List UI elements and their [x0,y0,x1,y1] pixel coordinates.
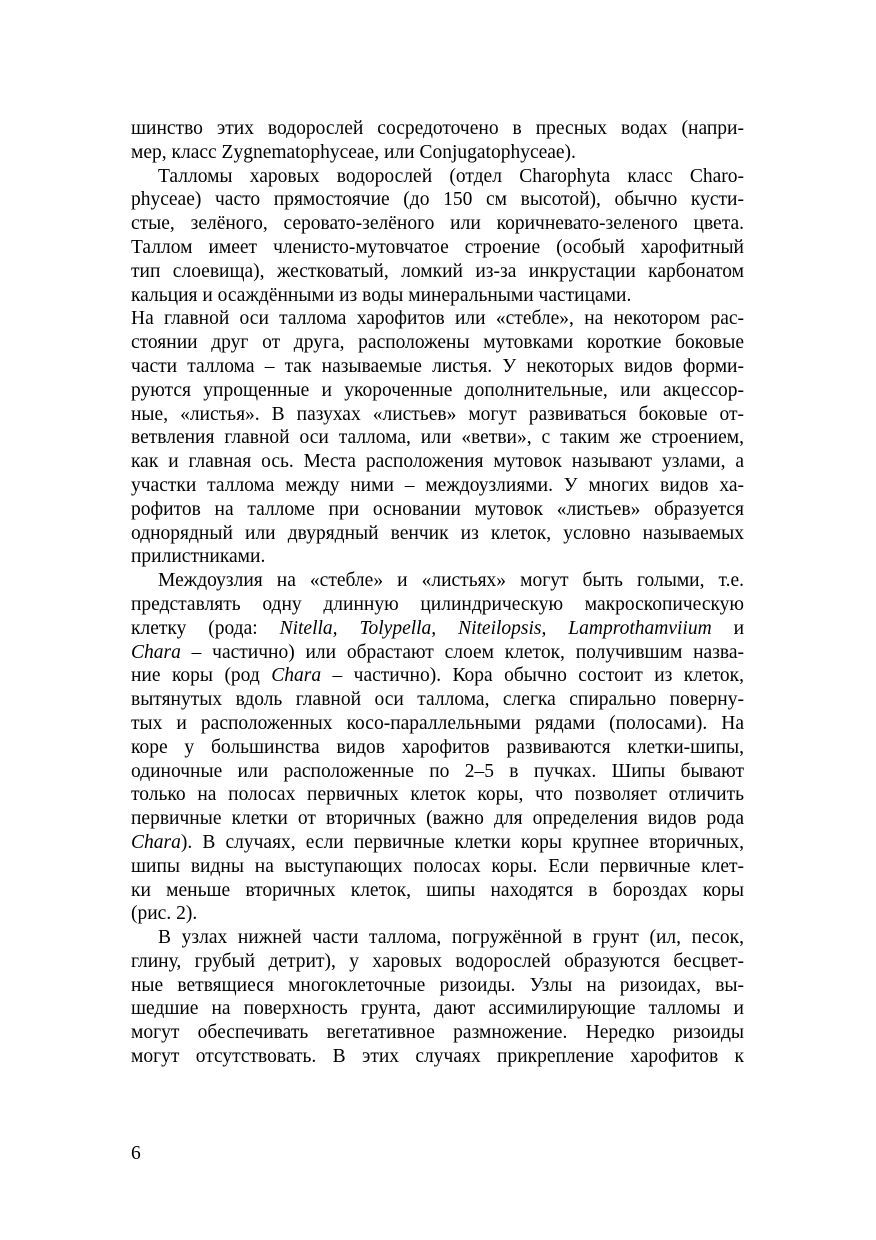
text-run: части таллома – так называемые листья. У некоторых видов форми- [131,355,744,377]
text-run: вытянутых вдоль главной оси таллома, слегка спирально поверну- [131,689,744,711]
text-line [131,450,744,474]
text-run: (рис. 2). [131,903,198,925]
text-run: могут отсутствовать. В этих случаях прикрепление харофитов к [131,1046,744,1068]
page-number: 6 [131,1143,141,1164]
paragraph [131,307,744,569]
text-line [131,117,744,141]
paragraph [131,117,744,165]
text-line [131,260,744,284]
text-line [131,688,744,712]
text-line [131,926,744,950]
text-run: шипы видны на выступающих полосах коры. Если первичные клет- [131,855,744,877]
text-run: как и главная ось. Места расположения мутовок называют узлами, а [131,451,744,473]
text-line [131,188,744,212]
text-run: ные, «листья». В пазухах «листьев» могут развиваться боковые от- [131,403,744,425]
paragraph [131,926,744,1069]
text-line [131,1045,744,1069]
text-run: кальция и осаждёнными из воды минеральными частицами. [131,284,632,306]
text-run: тых и расположенных косо-параллельными рядами (полосами). На [131,712,744,734]
text-run: шинство этих водорослей сосредоточено в пресных водах (напри- [131,118,744,139]
text-line [131,807,744,831]
text-line [131,569,744,593]
text-run: – частично). Кора обычно состоит из клеток, [321,665,744,687]
text-run: ние коры (род [131,665,272,687]
text-line [131,712,744,736]
text-line [131,165,744,189]
text-line [131,997,744,1021]
text-run: стые, зелёного, серовато-зелёного или коричневато-зеленого цвета. [131,213,744,235]
text-run: прилистниками. [131,546,266,568]
text-line [131,950,744,974]
text-run: только на полосах первичных клеток коры, что позволяет отличить [131,784,744,806]
text-run: первичные клетки от вторичных (важно для определения видов рода [131,808,744,830]
italic-text: Nitella, Tolypella, Niteilopsis, Lamprothamviium [279,617,712,639]
text-line [131,879,744,903]
text-line [131,855,744,879]
text-run: стоянии друг от друга, расположены мутовками короткие боковые [131,332,744,354]
text-run: мер, класс Zygnematophyceae, или Conjugatophyceae). [131,141,576,163]
text-line [131,331,744,355]
text-run: Междоузлия на «стебле» и «листьях» могут быть голыми, т.е. [158,570,744,592]
text-run: Талломы харовых водорослей (отдел Charophyta класс Charo- [158,165,744,187]
text-run: ветвления главной оси таллома, или «ветви», с таким же строением, [131,427,744,449]
paragraph [131,569,744,926]
text-line [131,664,744,688]
text-run: тип слоевища), жестковатый, ломкий из-за инкрустации карбонатом [131,260,744,282]
italic-text: Chara [131,831,181,853]
text-run: На главной оси таллома харофитов или «стебле», на некотором рас- [131,308,744,330]
text-line [131,355,744,379]
text-run: участки таллома между ними – междоузлиями. У многих видов ха- [131,474,744,496]
text-line [131,736,744,760]
text-line [131,617,744,641]
text-run: коре у большинства видов харофитов развиваются клетки-шипы, [131,736,744,758]
text-line [131,307,744,331]
text-run: Таллом имеет членисто-мутовчатое строение (особый харофитный [131,236,744,258]
text-run: ные ветвящиеся многоклеточные ризоиды. Узлы на ризоидах, вы- [131,974,744,996]
text-line [131,403,744,427]
text-line [131,641,744,665]
text-line [131,760,744,784]
text-run: шедшие на поверхность грунта, дают ассимилирующие талломы и [131,998,744,1020]
text-line [131,379,744,403]
text-line [131,522,744,546]
text-run: ки меньше вторичных клеток, шипы находятся в бороздах коры [131,879,744,901]
text-line [131,545,744,569]
body-text [131,117,744,1069]
text-line [131,212,744,236]
text-line [131,284,744,308]
text-run: могут обеспечивать вегетативное размножение. Нередко ризоиды [131,1022,744,1044]
text-run: глину, грубый детрит), у харовых водорослей образуются бесцвет- [131,950,744,972]
text-line [131,474,744,498]
text-line [131,141,744,165]
italic-text: Chara [131,641,181,663]
text-run: ). В случаях, если первичные клетки коры крупнее вторичных, [180,831,744,853]
text-run: – частично) или обрастают слоем клеток, получившим назва- [180,641,744,663]
text-run: однорядный или двурядный венчик из клеток, условно называемых [131,522,744,544]
text-run: рофитов на талломе при основании мутовок «листьев» образуется [131,498,744,520]
text-line [131,974,744,998]
text-line [131,902,744,926]
text-run: В узлах нижней части таллома, погружённой в грунт (ил, песок, [158,927,744,949]
text-line [131,783,744,807]
text-run: одиночные или расположенные по 2–5 в пучках. Шипы бывают [131,760,744,782]
paragraph [131,165,744,308]
italic-text: Chara [271,665,322,687]
text-line [131,426,744,450]
text-line [131,498,744,522]
text-run: представлять одну длинную цилиндрическую макроскопическую [131,593,744,615]
text-run: phyceae) часто прямостоячие (до 150 см высотой), обычно кусти- [131,189,744,211]
text-run: и [711,617,745,639]
text-line [131,831,744,855]
text-run: клетку (рода: [131,617,280,639]
text-line [131,236,744,260]
text-line [131,593,744,617]
text-line [131,1021,744,1045]
text-run: руются упрощенные и укороченные дополнительные, или акцессор- [131,379,744,401]
